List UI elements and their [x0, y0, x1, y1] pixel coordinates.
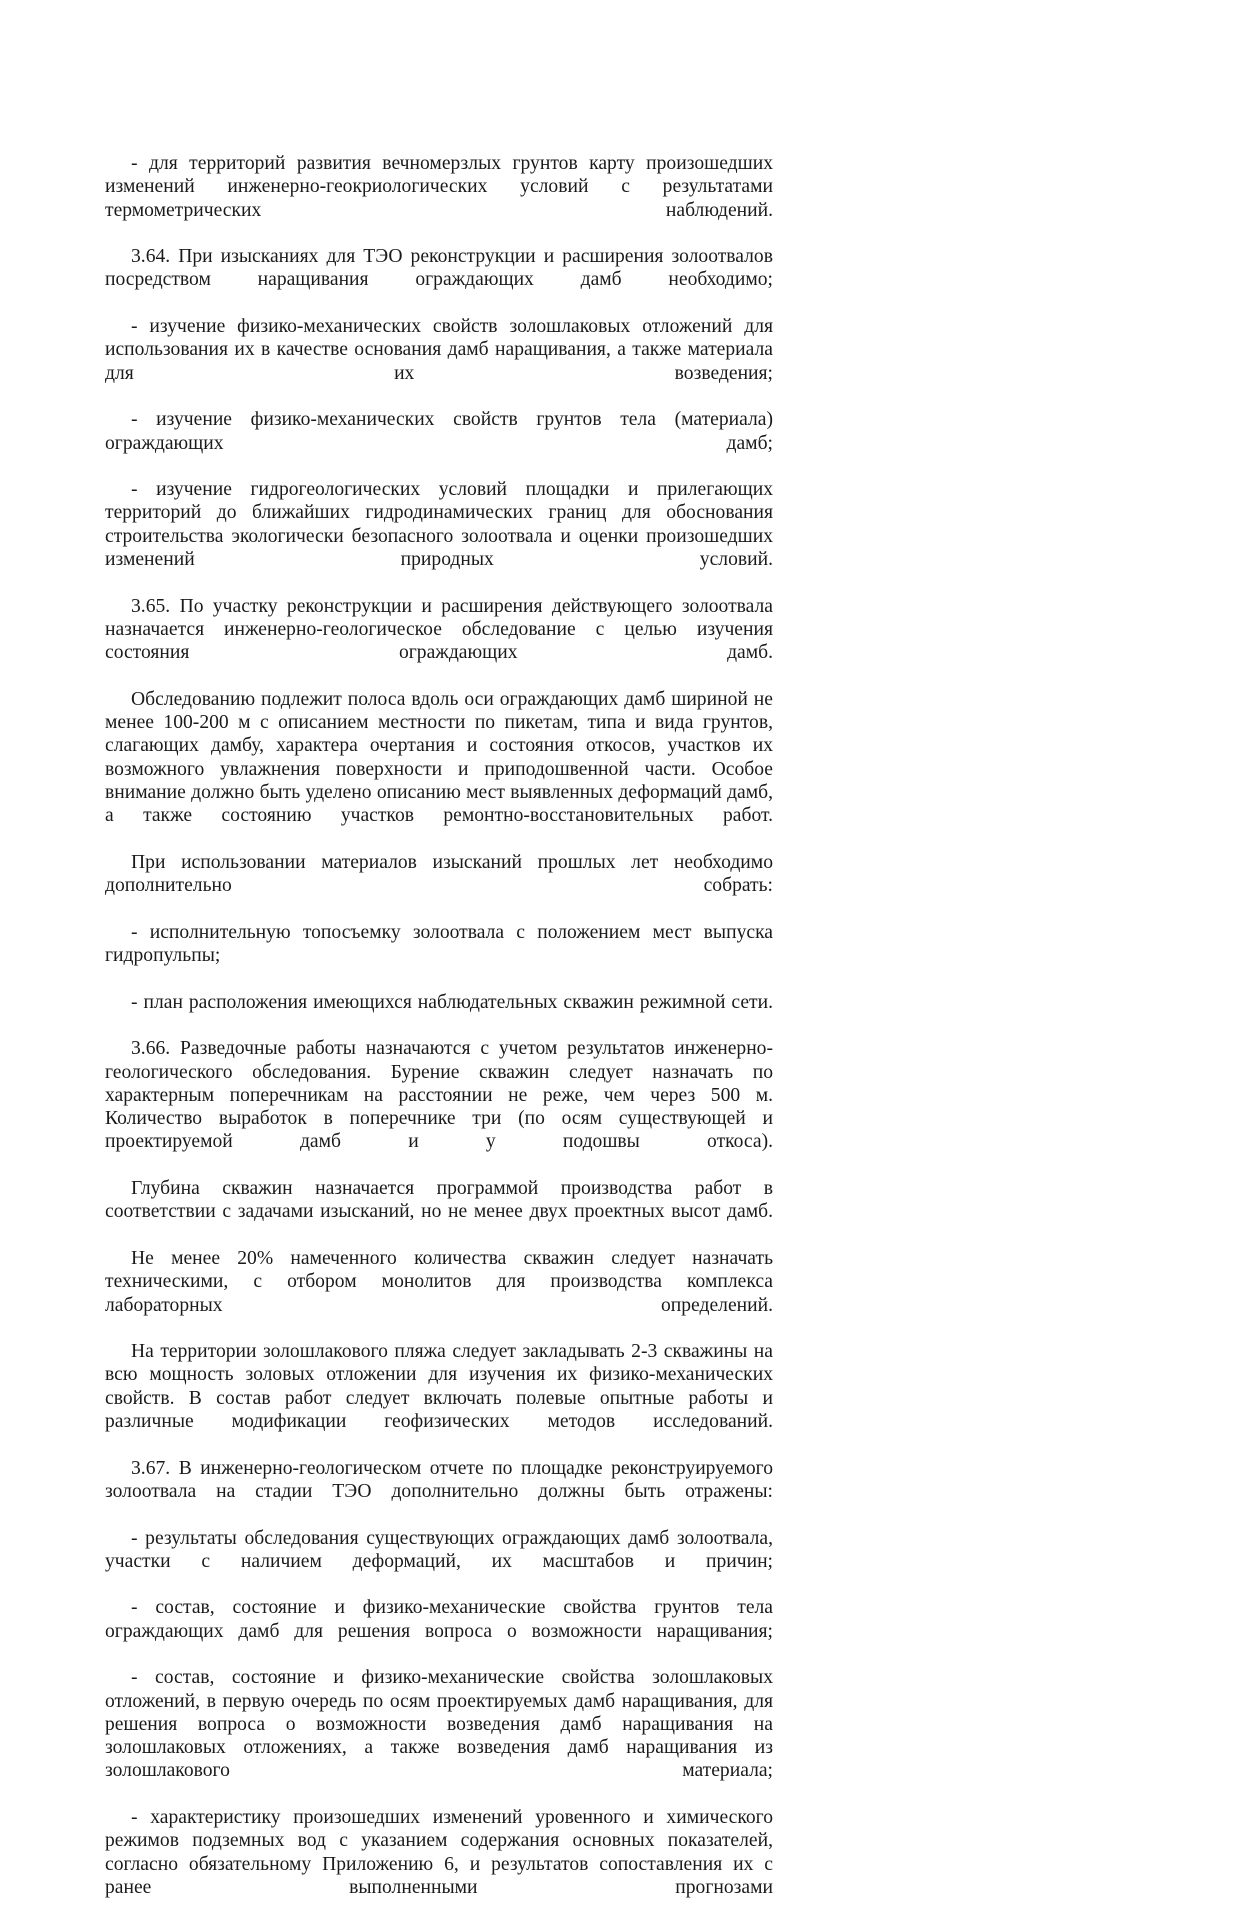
paragraph-bullet-ash-slag-deposit-composition: - состав, состояние и физико-механические свойства золошлаковых отложений, в первую очередь по осям проектируемых дамб наращивания, для решения вопроса о возможности возведения дамб наращивания на золошлаковых отложениях, а также возведения дамб наращивания из золошлакового материала;: [105, 1667, 773, 1782]
paragraph-bullet-existing-dam-survey-results: - результаты обследования существующих ограждающих дамб золоотвала, участки с наличием деформаций, их масштабов и причин;: [105, 1527, 773, 1572]
document-text-column: [105, 152, 773, 1923]
paragraph-bullet-hydrogeological-conditions: - изучение гидрогеологических условий площадки и прилегающих территорий до ближайших гидродинамических границ для обоснования строительства экологически безопасного золоотвала и оценки произошедших изменений природных условий.: [105, 479, 773, 571]
paragraph-bullet-dam-body-soil-composition: - состав, состояние и физико-механические свойства грунтов тела ограждающих дамб для решения вопроса о возможности наращивания;: [105, 1597, 773, 1642]
paragraph-bullet-groundwater-regime-characteristics: - характеристику произошедших изменений уровенного и химического режимов подземных вод с указанием содержания основных показателей, согласно обязательному Приложению 6, и результатов сопоставления их с ранее выполненными прогнозами: [105, 1807, 773, 1898]
paragraph-bullet-as-built-survey: - исполнительную топосъемку золоотвала с положением мест выпуска гидропульпы;: [105, 921, 773, 967]
paragraph-ash-slag-beach-boreholes: На территории золошлакового пляжа следует закладывать 2-3 скважины на всю мощность золовых отложении для изучения их физико-механических свойств. В состав работ следует включать полевые опытные работы и различные модификации геофизических методов исследований.: [105, 1341, 773, 1433]
paragraph-survey-strip-description: Обследованию подлежит полоса вдоль оси ограждающих дамб шириной не менее 100-200 м с описанием местности по пикетам, типа и вида грунтов, слагающих дамбу, характера очертания и состояния откосов, участков их возможного увлажнения поверхности и приподошвенной части. Особое внимание должно быть уделено описанию мест выявленных деформаций дамб, а также состоянию участков ремонтно-восстановительных работ.: [105, 688, 773, 827]
paragraph-3-66: 3.66. Разведочные работы назначаются с учетом результатов инженерно-геологического обследования. Бурение скважин следует назначать по характерным поперечникам на расстоянии не реже, чем через 500 м. Количество выработок в поперечнике три (по осям существующей и проектируемой дамб и у подошвы откоса).: [105, 1038, 773, 1153]
paragraph-3-65: 3.65. По участку реконструкции и расширения действующего золоотвала назначается инженерно-геологическое обследование с целью изучения состояния ограждающих дамб.: [105, 595, 773, 664]
paragraph-bullet-ash-slag-properties: - изучение физико-механических свойств золошлаковых отложений для использования их в качестве основания дамб наращивания, а также материала для их возведения;: [105, 316, 773, 384]
paragraph-bullet-permafrost-map: - для территорий развития вечномерзлых грунтов карту произошедших изменений инженерно-геокриологических условий с результатами термометрических наблюдений.: [105, 153, 773, 221]
paragraph-bullet-dam-body-soil-properties: - изучение физико-механических свойств грунтов тела (материала) ограждающих дамб;: [105, 409, 773, 454]
paragraph-bullet-observation-well-plan: - план расположения имеющихся наблюдательных скважин режимной сети.: [131, 991, 773, 1013]
paragraph-borehole-depth: Глубина скважин назначается программой производства работ в соответствии с задачами изысканий, но не менее двух проектных высот дамб.: [105, 1178, 773, 1223]
paragraph-3-64: 3.64. При изысканиях для ТЭО реконструкции и расширения золоотвалов посредством наращивания ограждающих дамб необходимо;: [105, 246, 773, 291]
paragraph-3-67: 3.67. В инженерно-геологическом отчете по площадке реконструируемого золоотвала на стадии ТЭО дополнительно должны быть отражены:: [105, 1457, 773, 1502]
paragraph-previous-survey-materials: При использовании материалов изысканий прошлых лет необходимо дополнительно собрать:: [105, 851, 773, 897]
paragraph-technical-boreholes-percentage: Не менее 20% намеченного количества скважин следует назначать техническими, с отбором монолитов для производства комплекса лабораторных определений.: [105, 1247, 773, 1316]
